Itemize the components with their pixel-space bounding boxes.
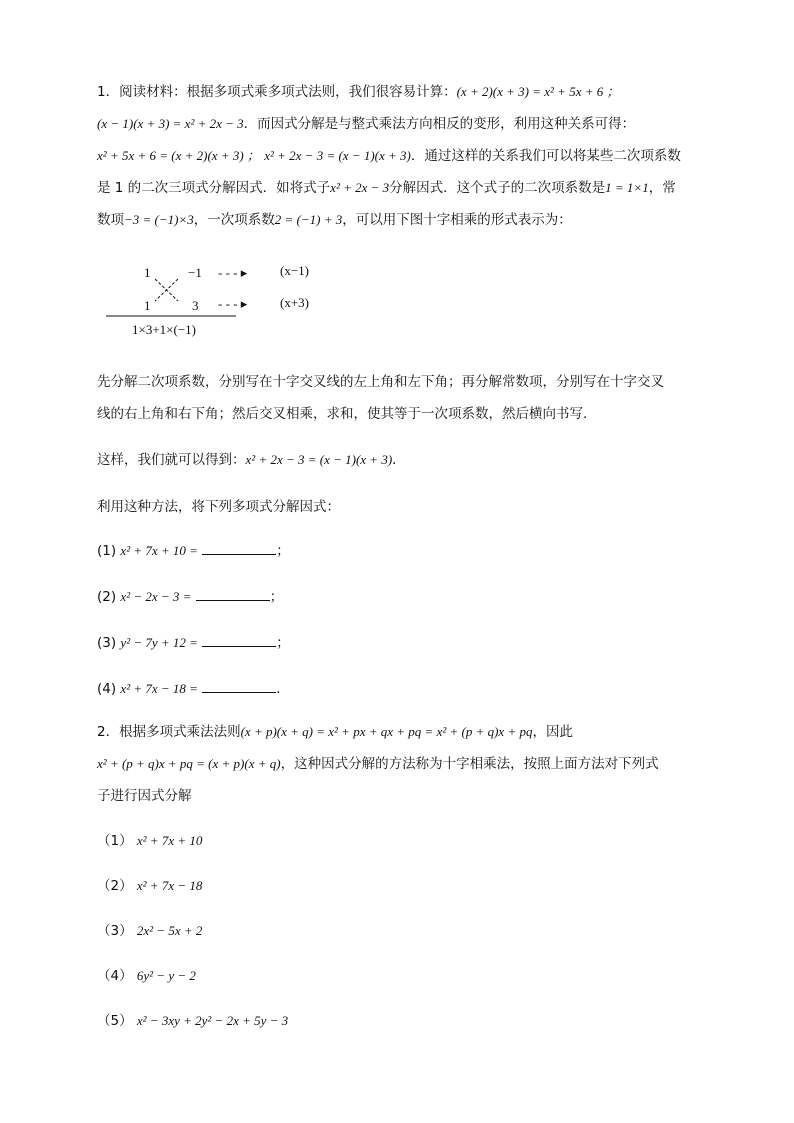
q1-para3: 利用这种方法，将下列多项式分解因式：: [97, 499, 340, 515]
q1-line4-math: x² + 2x − 3: [330, 180, 390, 195]
cross-sum: 1×3+1×(−1): [132, 322, 196, 337]
q2-item-3: [97, 921, 202, 941]
q1-line5-text2: ，一次项系数: [193, 212, 275, 228]
q1-line-4: [97, 178, 676, 198]
q1-item-1-end: ；: [276, 543, 290, 559]
q1-item-1-num: (1): [97, 543, 117, 559]
q1-item-2-end: ；: [269, 589, 284, 605]
q1-para1-line1: 先分解二次项系数，分别写在十字交叉线的左上角和左下角；再分解常数项，分别写在十字交叉: [97, 374, 664, 390]
q1-line5-math1: −3 = (−1)×3: [124, 212, 194, 227]
q1-line1-math: (x + 2)(x + 3) = x² + 5x + 6 ；: [456, 84, 620, 99]
cross-bottom-left: 1: [144, 298, 151, 313]
q1-item-1-blank[interactable]: [202, 542, 276, 555]
q2-line-2: [97, 754, 659, 774]
q1-para2-end: ．: [392, 452, 406, 468]
q1-para1-line2: 线的右上角和右下角；然后交叉相乘，求和，使其等于一次项系数，然后横向书写．: [97, 406, 597, 422]
q1-para2: [97, 450, 406, 470]
q2-item-2-num: （2）: [97, 878, 133, 894]
q2-line1-math: (x + p)(x + q) = x² + px + qx + pq = x² + (p + q)x + pq: [240, 724, 533, 739]
q2-item-3-expr: 2x² − 5x + 2: [136, 923, 203, 938]
q2-item-5-num: （5）: [97, 1013, 133, 1029]
q1-line4-math2: 1 = 1×1: [605, 180, 649, 195]
q1-line-5: [97, 210, 572, 230]
q1-item-4: [97, 679, 290, 699]
q1-line3-math1: x² + 5x + 6 = (x + 2)(x + 3) ；: [97, 148, 260, 163]
q1-item-2: [97, 587, 283, 607]
q2-item-3-num: （3）: [97, 923, 133, 939]
q1-item-1-expr: x² + 7x + 10 =: [120, 543, 198, 558]
q1-line1-text: 1．阅读材料：根据多项式乘多项式法则，我们很容易计算：: [97, 84, 457, 100]
q1-item-2-num: (2): [97, 589, 117, 605]
q1-line3-math2: x² + 2x − 3 = (x − 1)(x + 3): [264, 148, 411, 163]
q1-item-3-end: ；: [276, 635, 290, 651]
cross-arrow-top: - - - ▸: [218, 265, 248, 280]
q1-line-3: [97, 146, 681, 166]
q1-item-4-expr: x² + 7x − 18 =: [120, 681, 198, 696]
cross-multiplication-diagram: [100, 255, 340, 345]
q2-line-1: [97, 722, 573, 742]
q2-item-5-expr: x² − 3xy + 2y² − 2x + 5y − 3: [136, 1013, 289, 1028]
q1-item-4-end: ．: [276, 681, 290, 697]
q1-item-4-num: (4): [97, 681, 117, 697]
q1-item-3: [97, 633, 290, 653]
cross-result-bottom: (x+3): [280, 295, 309, 310]
q1-item-3-num: (3): [97, 635, 117, 651]
q1-item-4-blank[interactable]: [202, 680, 276, 693]
q2-item-1-num: （1）: [97, 833, 133, 849]
cross-top-left: 1: [144, 265, 151, 280]
q2-item-4-num: （4）: [97, 968, 133, 984]
q1-item-3-blank[interactable]: [202, 634, 276, 647]
q2-item-2-expr: x² + 7x − 18: [136, 878, 203, 893]
q1-item-1: [97, 541, 290, 561]
cross-arrow-bottom: - - - ▸: [218, 296, 248, 311]
q2-item-4-expr: 6y² − y − 2: [136, 968, 196, 983]
q1-line3-text: ．通过这样的关系我们可以将某些二次项系数: [410, 148, 681, 164]
q2-line1-end: ，因此: [532, 724, 573, 740]
q2-item-5: [97, 1011, 288, 1031]
cross-top-right: −1: [188, 265, 202, 280]
q1-line-2: [97, 114, 635, 134]
q1-line5-math2: 2 = (−1) + 3: [274, 212, 343, 227]
q2-line2-math: x² + (p + q)x + pq = (x + p)(x + q): [97, 756, 281, 771]
q2-line2-text: ，这种因式分解的方法称为十字相乘法，按照上面方法对下列式: [280, 756, 659, 772]
q1-line-1: [97, 82, 620, 102]
q2-line-3: 子进行因式分解: [97, 788, 192, 804]
q2-item-1-expr: x² + 7x + 10: [136, 833, 203, 848]
q1-para2-text: 这样，我们就可以得到：: [97, 452, 246, 468]
q1-line2-math: (x − 1)(x + 3) = x² + 2x − 3: [97, 116, 244, 131]
q1-line4-text2: 分解因式．这个式子的二次项系数是: [389, 180, 606, 196]
q1-line5-text3: ，可以用下图十字相乘的形式表示为：: [342, 212, 572, 228]
q1-line4-text3: ，常: [648, 180, 676, 196]
q1-item-2-expr: x² − 2x − 3 =: [120, 589, 192, 604]
q2-line1-text: 2．根据多项式乘法法则: [97, 724, 241, 740]
q1-item-3-expr: y² − 7y + 12 =: [120, 635, 198, 650]
cross-result-top: (x−1): [280, 263, 309, 278]
q2-item-2: [97, 876, 202, 896]
q2-item-1: [97, 831, 202, 851]
q1-line4-text1: 是 1 的二次三项式分解因式．如将式子: [97, 180, 331, 196]
cross-bottom-right: 3: [192, 298, 199, 313]
q1-line5-text1: 数项: [97, 212, 124, 228]
q1-item-2-blank[interactable]: [196, 588, 270, 601]
q1-line2-text: ．而因式分解是与整式乘法方向相反的变形，利用这种关系可得：: [243, 116, 636, 132]
q1-para2-math: x² + 2x − 3 = (x − 1)(x + 3): [245, 452, 393, 467]
q2-item-4: [97, 966, 196, 986]
